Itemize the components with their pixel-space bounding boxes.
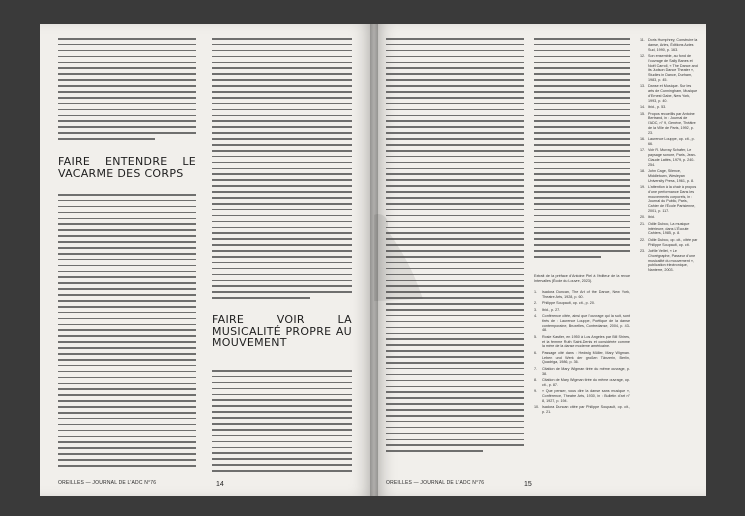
footnote-number: 3. [534, 307, 538, 312]
footnote-text: Ibid., p. 27. [542, 307, 561, 312]
footnote-number: 10. [534, 405, 540, 410]
section-heading-2: FAIRE VOIR LA MUSICALITÉ PROPRE AU MOUVEMENT [212, 313, 352, 349]
footnote-text: Odile Duboc, op. cit., citée par Philippe Soupault, op. cit. [648, 237, 698, 247]
footnote-text: John Cage, Silence, Middletown, Wesleyan University Press, 1961, p. 8. [648, 169, 695, 183]
footnote-number: 8. [534, 377, 538, 382]
footnote-text: Isadora Duncan, The Art of the Dance, New York, Theatre Arts, 1928, p. 60. [542, 290, 630, 299]
footnote [534, 290, 630, 300]
footnote-text: Danse et Musique. Sur les arts de Cunningham, Musique d’Ernest Gabe, New York, 1993, p. 40. [648, 84, 698, 103]
notes-column-2 [640, 38, 698, 275]
footnote-text: « Que penser, vous dire la danse sans musique », Conférence, Theatre Arts, 1930, in : Bulletin d’art n° 8, 1927, p. 194. [542, 389, 630, 403]
footnote-text: Laurence Louppe, op. cit., p. 66. [648, 137, 695, 146]
footnote-number: 9. [534, 389, 538, 394]
footnote-text: Passage cité dans : Hedwig Müller, Mary Wigman. Leben und Werk der großen Tänzerin, Berlin, Quadriga, 1986, p. 36. [542, 350, 630, 365]
footnote-number: 21. [640, 221, 646, 226]
footnote-number: 12. [640, 53, 646, 58]
footnote-number: 15. [640, 111, 646, 116]
footnote-text: Isadora Duncan citée par Philippe Soupault, op. cit., p. 21. [542, 405, 630, 414]
footnote-text: Rosie Kastler, en 1950 à Los Angeles par Bill Shires, et la femme Ruth Saint-Denis et considérée comme la mère de la danse moderne américaine. [542, 334, 630, 349]
footnote [534, 301, 630, 306]
footnote-number: 1. [534, 290, 538, 294]
left-folio: OREILLES — JOURNAL DE L’ADC N°76 [58, 480, 157, 486]
footnote-number: 11. [640, 38, 645, 42]
footnote-number: 7. [534, 366, 538, 371]
footnote [534, 378, 630, 388]
footnote [640, 249, 698, 273]
right-column-2 [534, 38, 630, 478]
footnote [640, 84, 698, 103]
footnote [640, 185, 698, 214]
footnote-text: Conférence citée, ainsi que l’ouvrage qui la suit, sont tirés de : Laurence Louppe, Poétique de la danse contemporaine, Bruxelles, Contredanse, 2004, p. 43-48. [542, 313, 630, 333]
footnote-text: Odile Duboc, La musique intérieure, dans L’Écoute Cahiers, 1985, p. 8. [648, 221, 690, 236]
footnote-number: 2. [534, 301, 538, 306]
footnote-number: 17. [640, 148, 646, 153]
footnote-text: Ibid., p. 53. [648, 105, 667, 110]
footnote-text: Voir R. Murray Schafer, Le paysage sonore, Paris, Jean-Claude Lattès, 1979, p. 240-254. [648, 148, 696, 167]
right-page [374, 24, 706, 496]
footnote [534, 308, 630, 313]
book-gutter [370, 24, 378, 496]
right-page-number: 15 [524, 481, 532, 488]
footnote-text: Joëlle Vellet, « Le Chorégraphe, Passeur d’une musicalité du mouvement », publication électronique, Nanterre, 2003. [648, 249, 696, 273]
footnote-number: 5. [534, 334, 538, 339]
footnote [640, 38, 698, 52]
right-folio: OREILLES — JOURNAL DE L’ADC N°76 [386, 480, 485, 486]
footnote-text: Philippe Soupault, op. cit., p. 20. [542, 301, 595, 306]
footnote [640, 222, 698, 236]
footnote [534, 405, 630, 415]
footnote [640, 148, 698, 167]
footnote-text: Citation de Mary Wigman tirée du même ouvrage, p. 38. [542, 366, 630, 376]
footnote [640, 112, 698, 136]
footnote-number: 16. [640, 137, 646, 142]
footnote-number: 6. [534, 350, 538, 355]
footnote-number: 19. [640, 185, 646, 190]
left-page-number: 14 [216, 481, 224, 488]
footnote [640, 215, 698, 220]
footnote-number: 22. [640, 237, 646, 242]
footnote-number: 23. [640, 249, 646, 253]
footnote [640, 169, 698, 183]
footnote [640, 105, 698, 110]
footnote-number: 4. [534, 313, 538, 318]
footnote-text: Son ensemble, au fond de l’ouvrage de Sally Banes et Noël Carroll, « The Dance and its Judson Dance Theater », Studies in Dance, Durham, 1983, p. 45. [648, 53, 698, 82]
right-column-1 [386, 38, 524, 478]
footnote [534, 351, 630, 365]
footnote [534, 314, 630, 333]
left-column-1 [58, 38, 196, 478]
footnote-number: 13. [640, 84, 646, 89]
footnote-text: Ibid. [648, 215, 655, 220]
footnote [640, 238, 698, 248]
footnote-text: Doris Humphrey, Construire la danse, Arles, Éditions Actes Sud, 1990, p. 163. [648, 38, 698, 52]
footnote-text: L’attention à la chair à propos d’une performance Dans les mouvements corporels, in : Journal du Public, Paris, Cahier de l’École Parisienne, 2001, p. 117. [648, 185, 697, 214]
left-page [40, 24, 374, 496]
footnote-text: Citation de Mary Wigman tirée du même ouvrage, op. cit., p. 87. [542, 377, 630, 387]
footnote [640, 137, 698, 147]
footnote [534, 367, 630, 377]
excerpt-caption: Extrait de la préface d’Antoine Piel à l’éditeur de la revue Intervalles (École du Louvre, 2023). [534, 274, 630, 283]
magazine-spread [40, 24, 706, 496]
left-column-2 [212, 38, 352, 478]
notes-column-1 [534, 290, 630, 416]
footnote-number: 20. [640, 215, 646, 220]
section-heading-1: FAIRE ENTENDRE LE VACARME DES CORPS [58, 155, 196, 180]
footnote [534, 389, 630, 403]
footnote-number: 14. [640, 105, 646, 110]
footnote-text: Propos recueillis par Antoine Bertrand, in : Journal de l’ADC, n° 9, Genève, Théâtre de la Ville de Paris, 1992, p. 23. [648, 111, 696, 135]
footnote-number: 18. [640, 169, 646, 174]
footnote [640, 54, 698, 83]
footnote [534, 335, 630, 349]
